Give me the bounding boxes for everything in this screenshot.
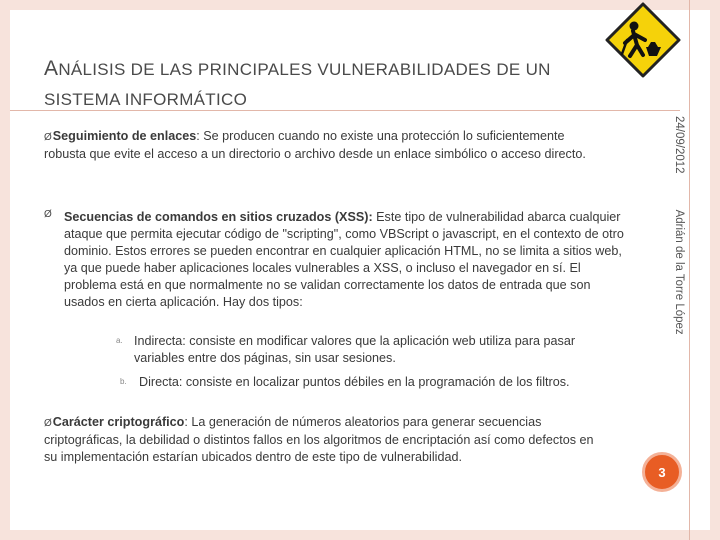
bullet-cripto-term: Carácter criptográfico bbox=[52, 415, 185, 429]
title-initial: A bbox=[44, 57, 59, 80]
bullet-xss-term: Secuencias de comandos en sitios cruzados (XSS): bbox=[64, 210, 373, 224]
bullet-enlaces-term: Seguimiento de enlaces bbox=[52, 129, 197, 143]
date-label: 24/09/2012 bbox=[673, 116, 685, 174]
title-line1: NÁLISIS DE LAS PRINCIPALES VULNERABILIDADES DE UN bbox=[58, 60, 551, 79]
author-label: Adrián de la Torre López bbox=[673, 209, 685, 335]
bullet-enlaces bbox=[44, 128, 604, 163]
bullet-enlaces-text: : Se producen cuando no existe una protección lo suficientemente robusta que evite el acceso a un directorio o archivo desde un enlace simbólico o acceso directo. bbox=[44, 129, 586, 161]
bullet-cripto bbox=[44, 414, 604, 466]
page-number-badge: 3 bbox=[642, 452, 682, 492]
sub-item-indirecta: Indirecta: consiste en modificar valores que la aplicación web utiliza para pasar variables entre dos páginas, sin usar sesiones. bbox=[134, 334, 576, 365]
sub-a-marker: a. bbox=[116, 336, 123, 345]
sub-b-marker: b. bbox=[120, 377, 127, 386]
sub-item-directa: Directa: consiste en localizar puntos débiles en la programación de los filtros. bbox=[139, 375, 570, 389]
slide-title bbox=[44, 54, 624, 115]
arrow-bullet-icon: Ø bbox=[44, 132, 52, 143]
bullet-xss bbox=[64, 209, 630, 311]
title-line2: SISTEMA INFORMÁTICO bbox=[44, 90, 248, 109]
title-divider bbox=[10, 110, 680, 111]
arrow-bullet-icon: Ø bbox=[44, 209, 52, 220]
bullet-cripto-text: : La generación de números aleatorios para generar secuencias criptográficas, la debilidad o distintos fallos en los algoritmos de encriptación así como defectos en su implementación estarían ubicados dentro de este tipo de vulnerabilidad. bbox=[44, 415, 594, 464]
vertical-rule bbox=[689, 0, 690, 540]
bullet-xss-text: Este tipo de vulnerabilidad abarca cualquier ataque que permita ejecutar código de "scripting", como VBScript o javascript, en el contexto de otro dominio. Estos errores se pueden encontrar en cualquier aplicación HTML, no se limita a sitios web, ya que puede haber aplicaciones locales vulnerables a XSS, o incluso el navegador en sí. El problema está en que normalmente no se validan correctamente los datos de entrada que son usados en cierta aplicación. Hay dos tipos: bbox=[64, 210, 624, 309]
side-text bbox=[673, 116, 685, 335]
side-footer bbox=[667, 116, 689, 335]
arrow-bullet-icon: Ø bbox=[44, 418, 52, 429]
